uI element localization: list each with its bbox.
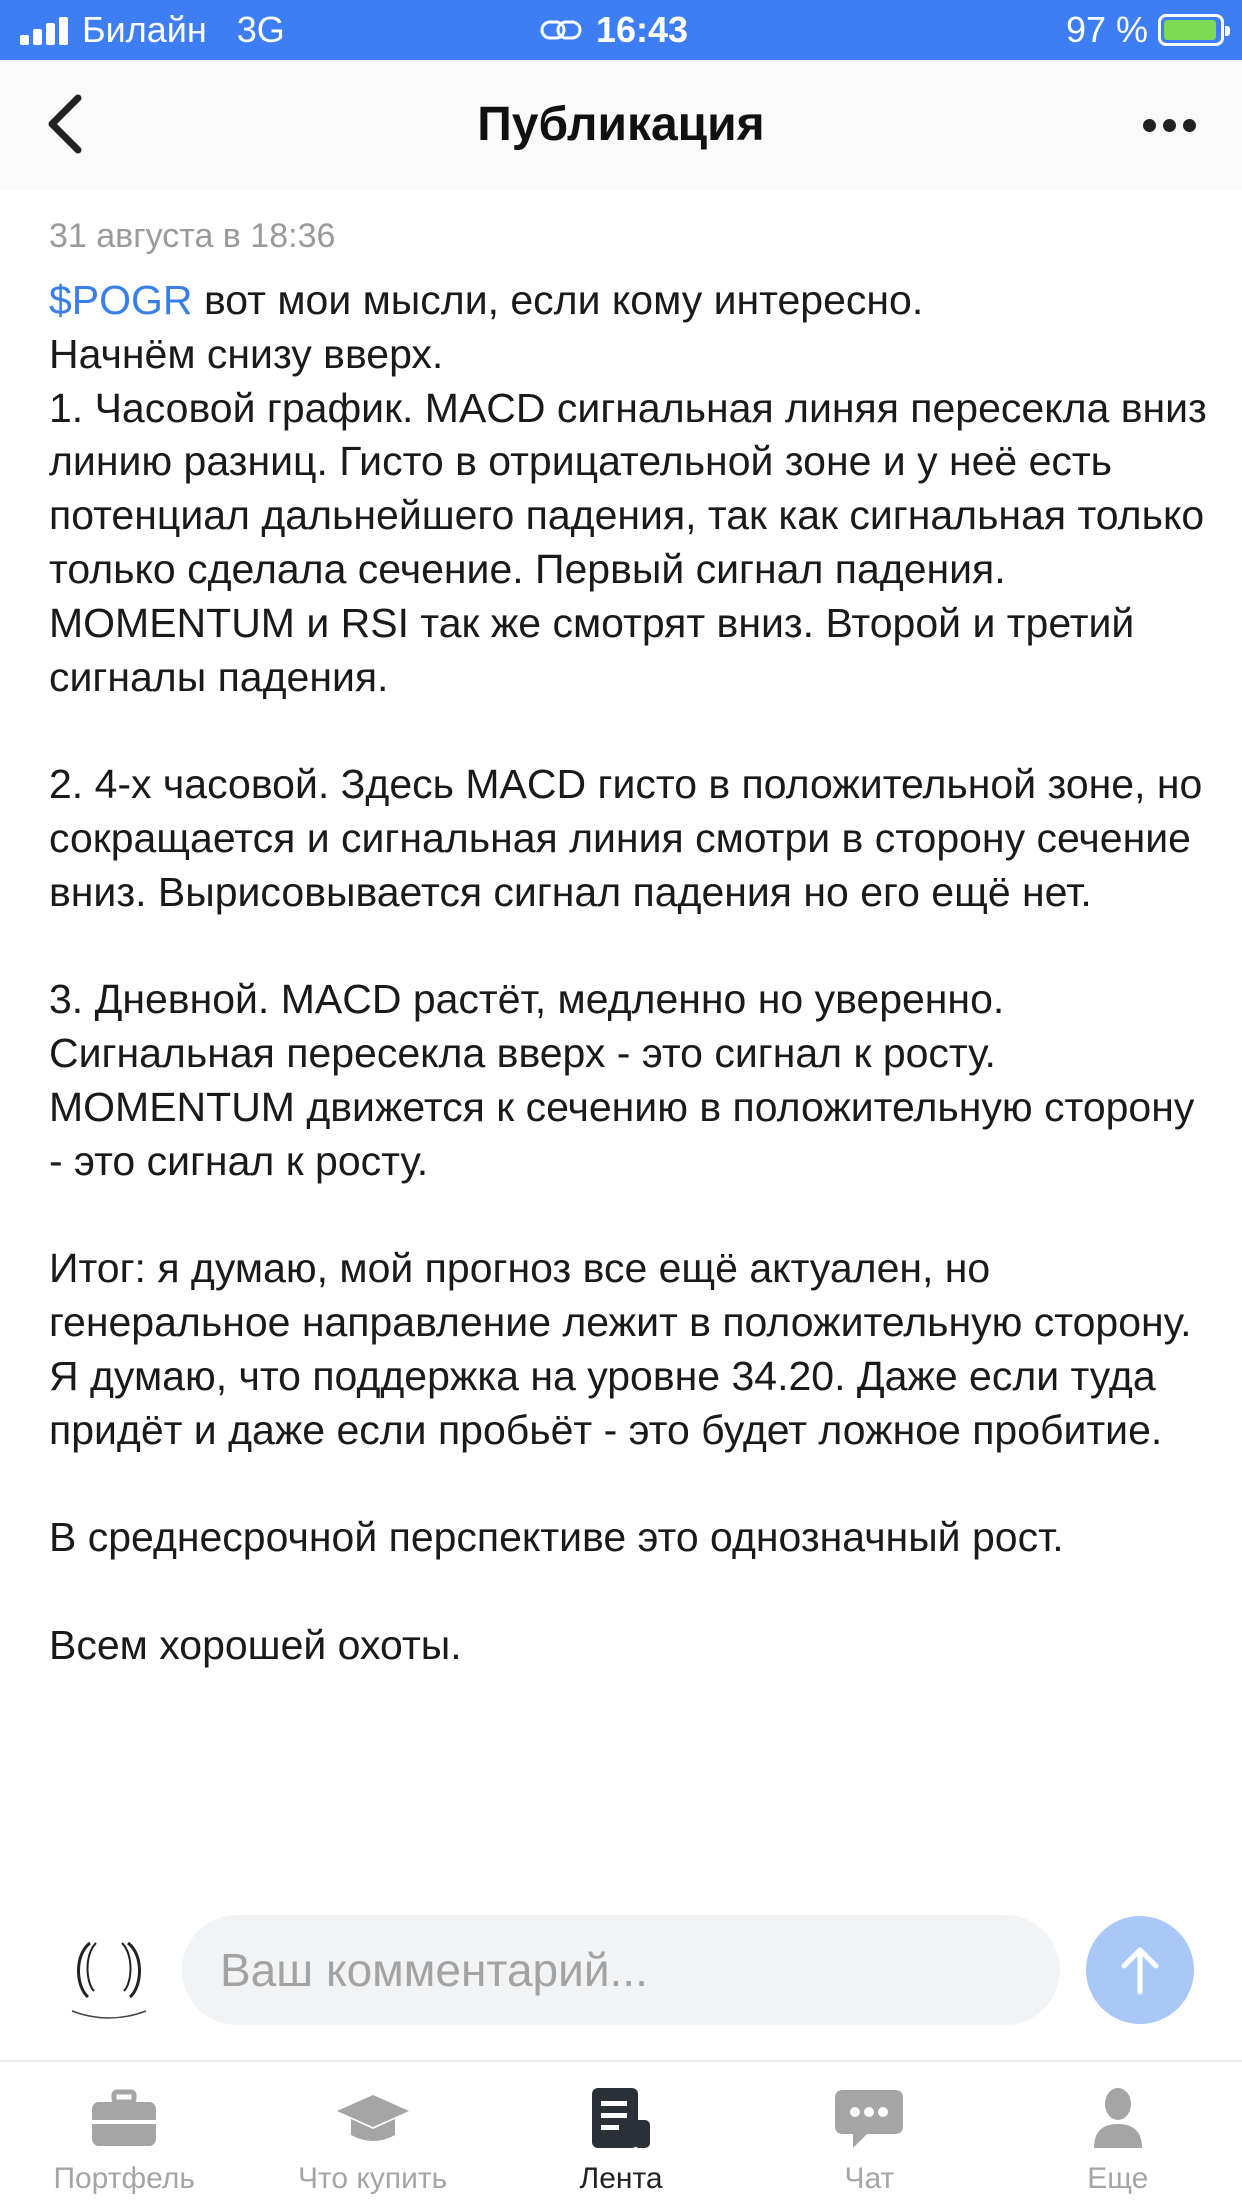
- network-type: 3G: [236, 9, 285, 50]
- battery-icon: [1158, 14, 1224, 46]
- feed-icon: [588, 2086, 654, 2152]
- tab-label: Еще: [1087, 2162, 1149, 2195]
- tab-chat[interactable]: [745, 2062, 993, 2208]
- post-paragraph-midterm: В среднесрочной перспективе это однозначный рост.: [49, 1514, 1064, 1561]
- tab-portfolio[interactable]: [0, 2062, 248, 2208]
- more-button[interactable]: [1134, 100, 1204, 150]
- tab-feed[interactable]: [497, 2062, 745, 2208]
- person-icon: [1090, 2086, 1146, 2152]
- post-intro-text: вот мои мысли, если кому интересно.: [192, 277, 924, 323]
- comment-input[interactable]: [182, 1915, 1060, 2025]
- ticker-link[interactable]: $POGR: [49, 277, 193, 323]
- page-title: Публикация: [477, 98, 765, 151]
- horseshoe-logo-icon: [54, 1925, 164, 2035]
- post: [49, 212, 1209, 1880]
- post-line: Начнём снизу вверх.: [49, 330, 444, 377]
- tab-label: Что купить: [297, 2162, 448, 2195]
- back-button[interactable]: [38, 88, 98, 160]
- tab-more[interactable]: [994, 2062, 1242, 2208]
- post-paragraph-hourly: 1. Часовой график. MACD сигнальная линяя пересекла вниз линию разниц. Гисто в отрицательной зоне и у неё есть потенциал дальнейшего падения, так как сигнальная только только сделала сечение. Первый сигнал падения. MOMENTUM и RSI так же смотрят вниз. Второй и третий сигналы падения.: [49, 384, 1207, 700]
- nav-bar: [0, 60, 1242, 190]
- battery-percent: 97 %: [1065, 9, 1148, 50]
- post-intro: [49, 274, 1209, 328]
- send-button[interactable]: [1086, 1916, 1194, 2024]
- post-date: 31 августа в 18:36: [49, 217, 336, 255]
- graduation-cap-icon: [335, 2089, 411, 2149]
- avatar[interactable]: [54, 1925, 164, 2035]
- signal-icon: [20, 15, 68, 45]
- briefcase-icon: [88, 2088, 160, 2150]
- post-paragraph-daily: 3. Дневной. MACD растёт, медленно но уверенно. Сигнальная пересекла вверх - это сигнал к росту. MOMENTUM движется к сечению в положительную сторону - это сигнал к росту.: [49, 976, 1195, 1184]
- chevron-left-icon: [38, 88, 98, 160]
- comment-bar: [0, 1890, 1242, 2060]
- tab-label: Портфель: [53, 2162, 195, 2195]
- tab-label: Лента: [579, 2162, 663, 2195]
- more-icon: [1143, 119, 1156, 132]
- status-bar: [0, 0, 1242, 60]
- post-body: [49, 274, 1209, 1673]
- post-paragraph-4h: 2. 4-х часовой. Здесь MACD гисто в положительной зоне, но сокращается и сигнальная линия смотри в сторону сечение вниз. Вырисовывается сигнал падения но его ещё нет.: [49, 761, 1203, 915]
- chat-icon: [833, 2086, 905, 2152]
- link-icon: [540, 17, 582, 43]
- post-paragraph-closing: Всем хорошей охоты.: [49, 1621, 462, 1668]
- tab-what-to-buy[interactable]: [248, 2062, 496, 2208]
- carrier-name: Билайн: [82, 9, 207, 50]
- arrow-up-icon: [1116, 1944, 1164, 1996]
- clock: 16:43: [596, 9, 689, 50]
- post-paragraph-summary: Итог: я думаю, мой прогноз все ещё актуален, но генеральное направление лежит в положительную сторону. Я думаю, что поддержка на уровне 34.20. Даже если туда придёт и даже если пробьёт - это будет ложное пробитие.: [49, 1245, 1192, 1453]
- tab-label: Чат: [844, 2162, 895, 2195]
- tab-bar: [0, 2060, 1242, 2208]
